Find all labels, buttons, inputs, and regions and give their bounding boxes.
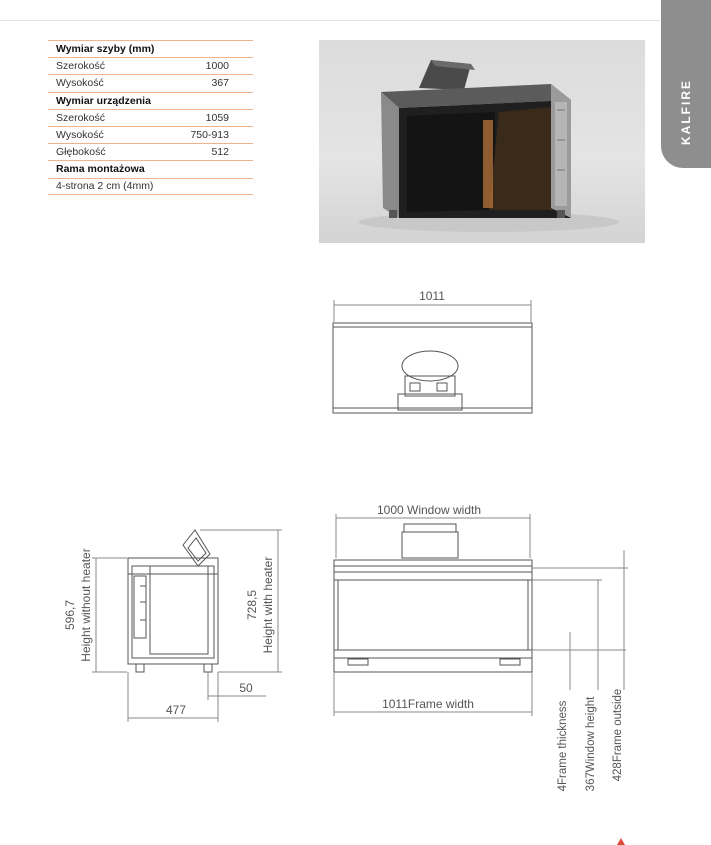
- window-height-dim: 367Window height: [585, 696, 597, 792]
- spec-row: Szerokość 1059: [48, 109, 253, 126]
- depth-dim: 477: [165, 703, 187, 717]
- corner-mark: [617, 838, 625, 845]
- frame-thickness-dim: 4Frame thickness: [557, 700, 569, 792]
- device-size-header: Wymiar urządzenia: [48, 92, 253, 109]
- brand-label: KALFIRE: [679, 79, 693, 145]
- offset-dim: 50: [239, 681, 253, 695]
- mount-frame-header: Rama montażowa: [48, 160, 253, 177]
- spec-row: 4-strona 2 cm (4mm): [48, 178, 253, 195]
- frame-outside-dim: 428Frame outside: [612, 688, 624, 782]
- window-size-header: Wymiar szyby (mm): [48, 40, 253, 57]
- spec-row: Wysokość 750-913: [48, 126, 253, 143]
- height-with-label: Height with heater: [261, 556, 275, 654]
- spec-row: Głębokość 512: [48, 143, 253, 160]
- height-without-value: 596,7: [63, 599, 77, 631]
- height-with-value: 728,5: [245, 589, 259, 621]
- spec-row: Szerokość 1000: [48, 57, 253, 74]
- height-without-label: Height without heater: [79, 548, 93, 662]
- top-width-dim: 1011: [419, 289, 445, 303]
- window-width-dim: 1000 Window width: [376, 503, 482, 517]
- spec-row: Wysokość 367: [48, 74, 253, 91]
- frame-width-dim: 1011Frame width: [382, 697, 474, 711]
